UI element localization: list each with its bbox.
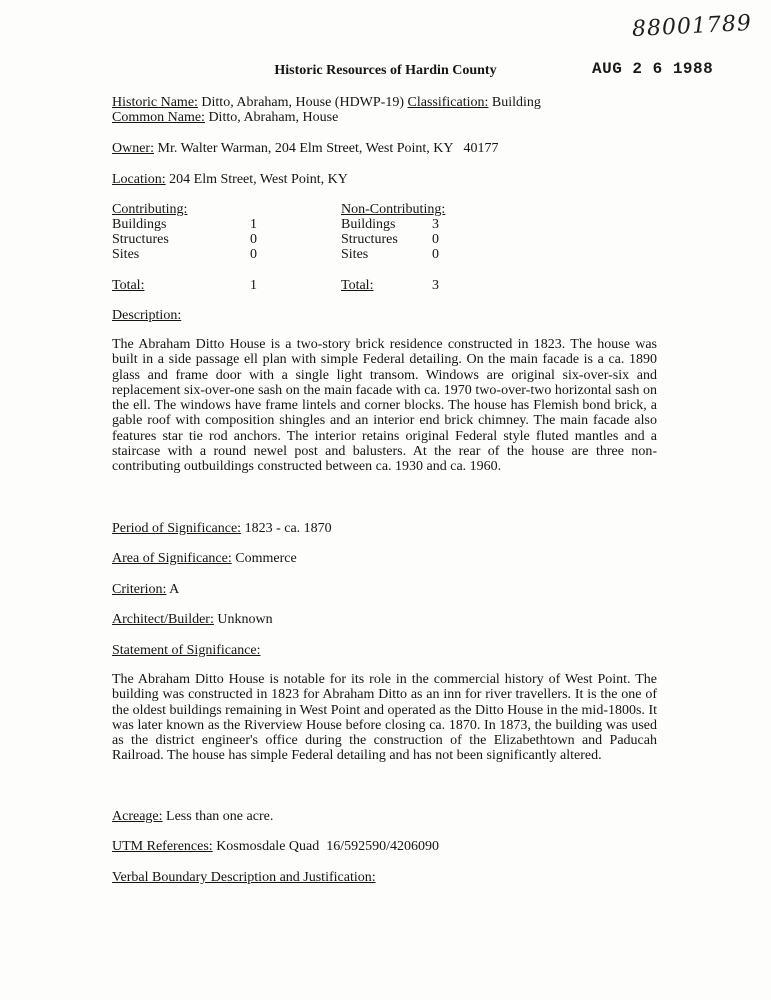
area-of-significance-value: Commerce (235, 551, 297, 566)
contributing-total-count: 1 (250, 278, 257, 293)
handwritten-reference-number: 88001789 (631, 10, 753, 43)
common-name-value: Ditto, Abraham, House (208, 110, 339, 125)
historic-name-label: Historic Name: (112, 95, 198, 110)
non-contributing-buildings-label: Buildings (341, 217, 396, 232)
description-label: Description: (112, 308, 182, 323)
non-contributing-structures-count: 0 (432, 232, 439, 247)
contributing-heading: Contributing: (112, 202, 188, 217)
non-contributing-total-label: Total: (341, 278, 374, 293)
verbal-boundary-label: Verbal Boundary Description and Justification: (112, 870, 376, 885)
location-line (112, 172, 348, 188)
utm-references-label: UTM References: (112, 839, 213, 854)
area-of-significance-line (112, 551, 297, 567)
non-contributing-sites-label: Sites (341, 247, 369, 262)
non-contributing-heading: Non-Contributing: (341, 202, 446, 217)
non-contributing-total-count: 3 (432, 278, 439, 293)
architect-builder-value: Unknown (217, 612, 273, 627)
criterion-label: Criterion: (112, 582, 167, 597)
non-contributing-structures-label: Structures (341, 232, 398, 247)
historic-name-line (112, 95, 541, 111)
statement-of-significance-text: The Abraham Ditto House is notable for its role in the commercial history of West Point. The building was constructed in 1823 for Abraham Ditto as an inn for river travellers. It is the one of the oldest buildings remaining in West Point and operated as the Ditto House in the mid-1800s. It was later known as the Riverview House before closing ca. 1870. In 1873, the building was used as the district engineer's office during the construction of the Elizabethtown and Paducah Railroad. The house has simple Federal detailing and has not been significantly altered. (112, 672, 657, 764)
statement-of-significance-label: Statement of Significance: (112, 643, 261, 658)
architect-builder-line (112, 612, 273, 628)
contributing-buildings-count: 1 (250, 217, 257, 232)
period-of-significance-label: Period of Significance: (112, 521, 242, 536)
area-of-significance-label: Area of Significance: (112, 551, 232, 566)
location-value: 204 Elm Street, West Point, KY (169, 172, 348, 187)
period-of-significance-value: 1823 - ca. 1870 (244, 521, 332, 536)
utm-references-value: Kosmosdale Quad 16/592590/4206090 (216, 839, 440, 854)
architect-builder-label: Architect/Builder: (112, 612, 214, 627)
classification-label: Classification: (407, 95, 489, 110)
description-text: The Abraham Ditto House is a two-story brick residence constructed in 1823. The house was built in a side passage ell plan with simple Federal detailing. On the main facade is a ca. 1890 glass and frame door with a single light transom. Windows are original six-over-six and replacement six-over-one sash on the main facade with ca. 1970 two-over-two horizontal sash on the ell. The windows have frame lintels and corner blocks. The house has Flemish bond brick, a gable roof with composition shingles and an interior end brick chimney. The main facade also features star tie rod anchors. The interior retains original Federal style fluted mantles and a staircase with a round newel post and balusters. At the rear of the house are three non-contributing outbuildings constructed between ca. 1930 and ca. 1960. (112, 337, 657, 475)
historic-name-value: Ditto, Abraham, House (HDWP-19) (201, 95, 404, 110)
acreage-label: Acreage: (112, 809, 163, 824)
acreage-line (112, 809, 273, 825)
owner-line (112, 141, 499, 157)
utm-references-line (112, 839, 439, 855)
acreage-value: Less than one acre. (166, 809, 274, 824)
common-name-label: Common Name: (112, 110, 205, 125)
contributing-structures-label: Structures (112, 232, 169, 247)
period-of-significance-line (112, 521, 332, 537)
owner-value: Mr. Walter Warman, 204 Elm Street, West Point, KY 40177 (157, 141, 499, 156)
document-title: Historic Resources of Hardin County (274, 63, 497, 78)
non-contributing-sites-count: 0 (432, 247, 439, 262)
classification-value: Building (491, 95, 541, 110)
contributing-sites-count: 0 (250, 247, 257, 262)
contributing-total-label: Total: (112, 278, 145, 293)
contributing-sites-label: Sites (112, 247, 140, 262)
criterion-value: A (169, 582, 180, 597)
received-date-stamp: AUG 2 6 1988 (592, 60, 714, 78)
location-label: Location: (112, 172, 166, 187)
owner-label: Owner: (112, 141, 154, 156)
criterion-line (112, 582, 179, 598)
contributing-structures-count: 0 (250, 232, 257, 247)
contributing-buildings-label: Buildings (112, 217, 167, 232)
common-name-line (112, 110, 338, 126)
non-contributing-buildings-count: 3 (432, 217, 439, 232)
